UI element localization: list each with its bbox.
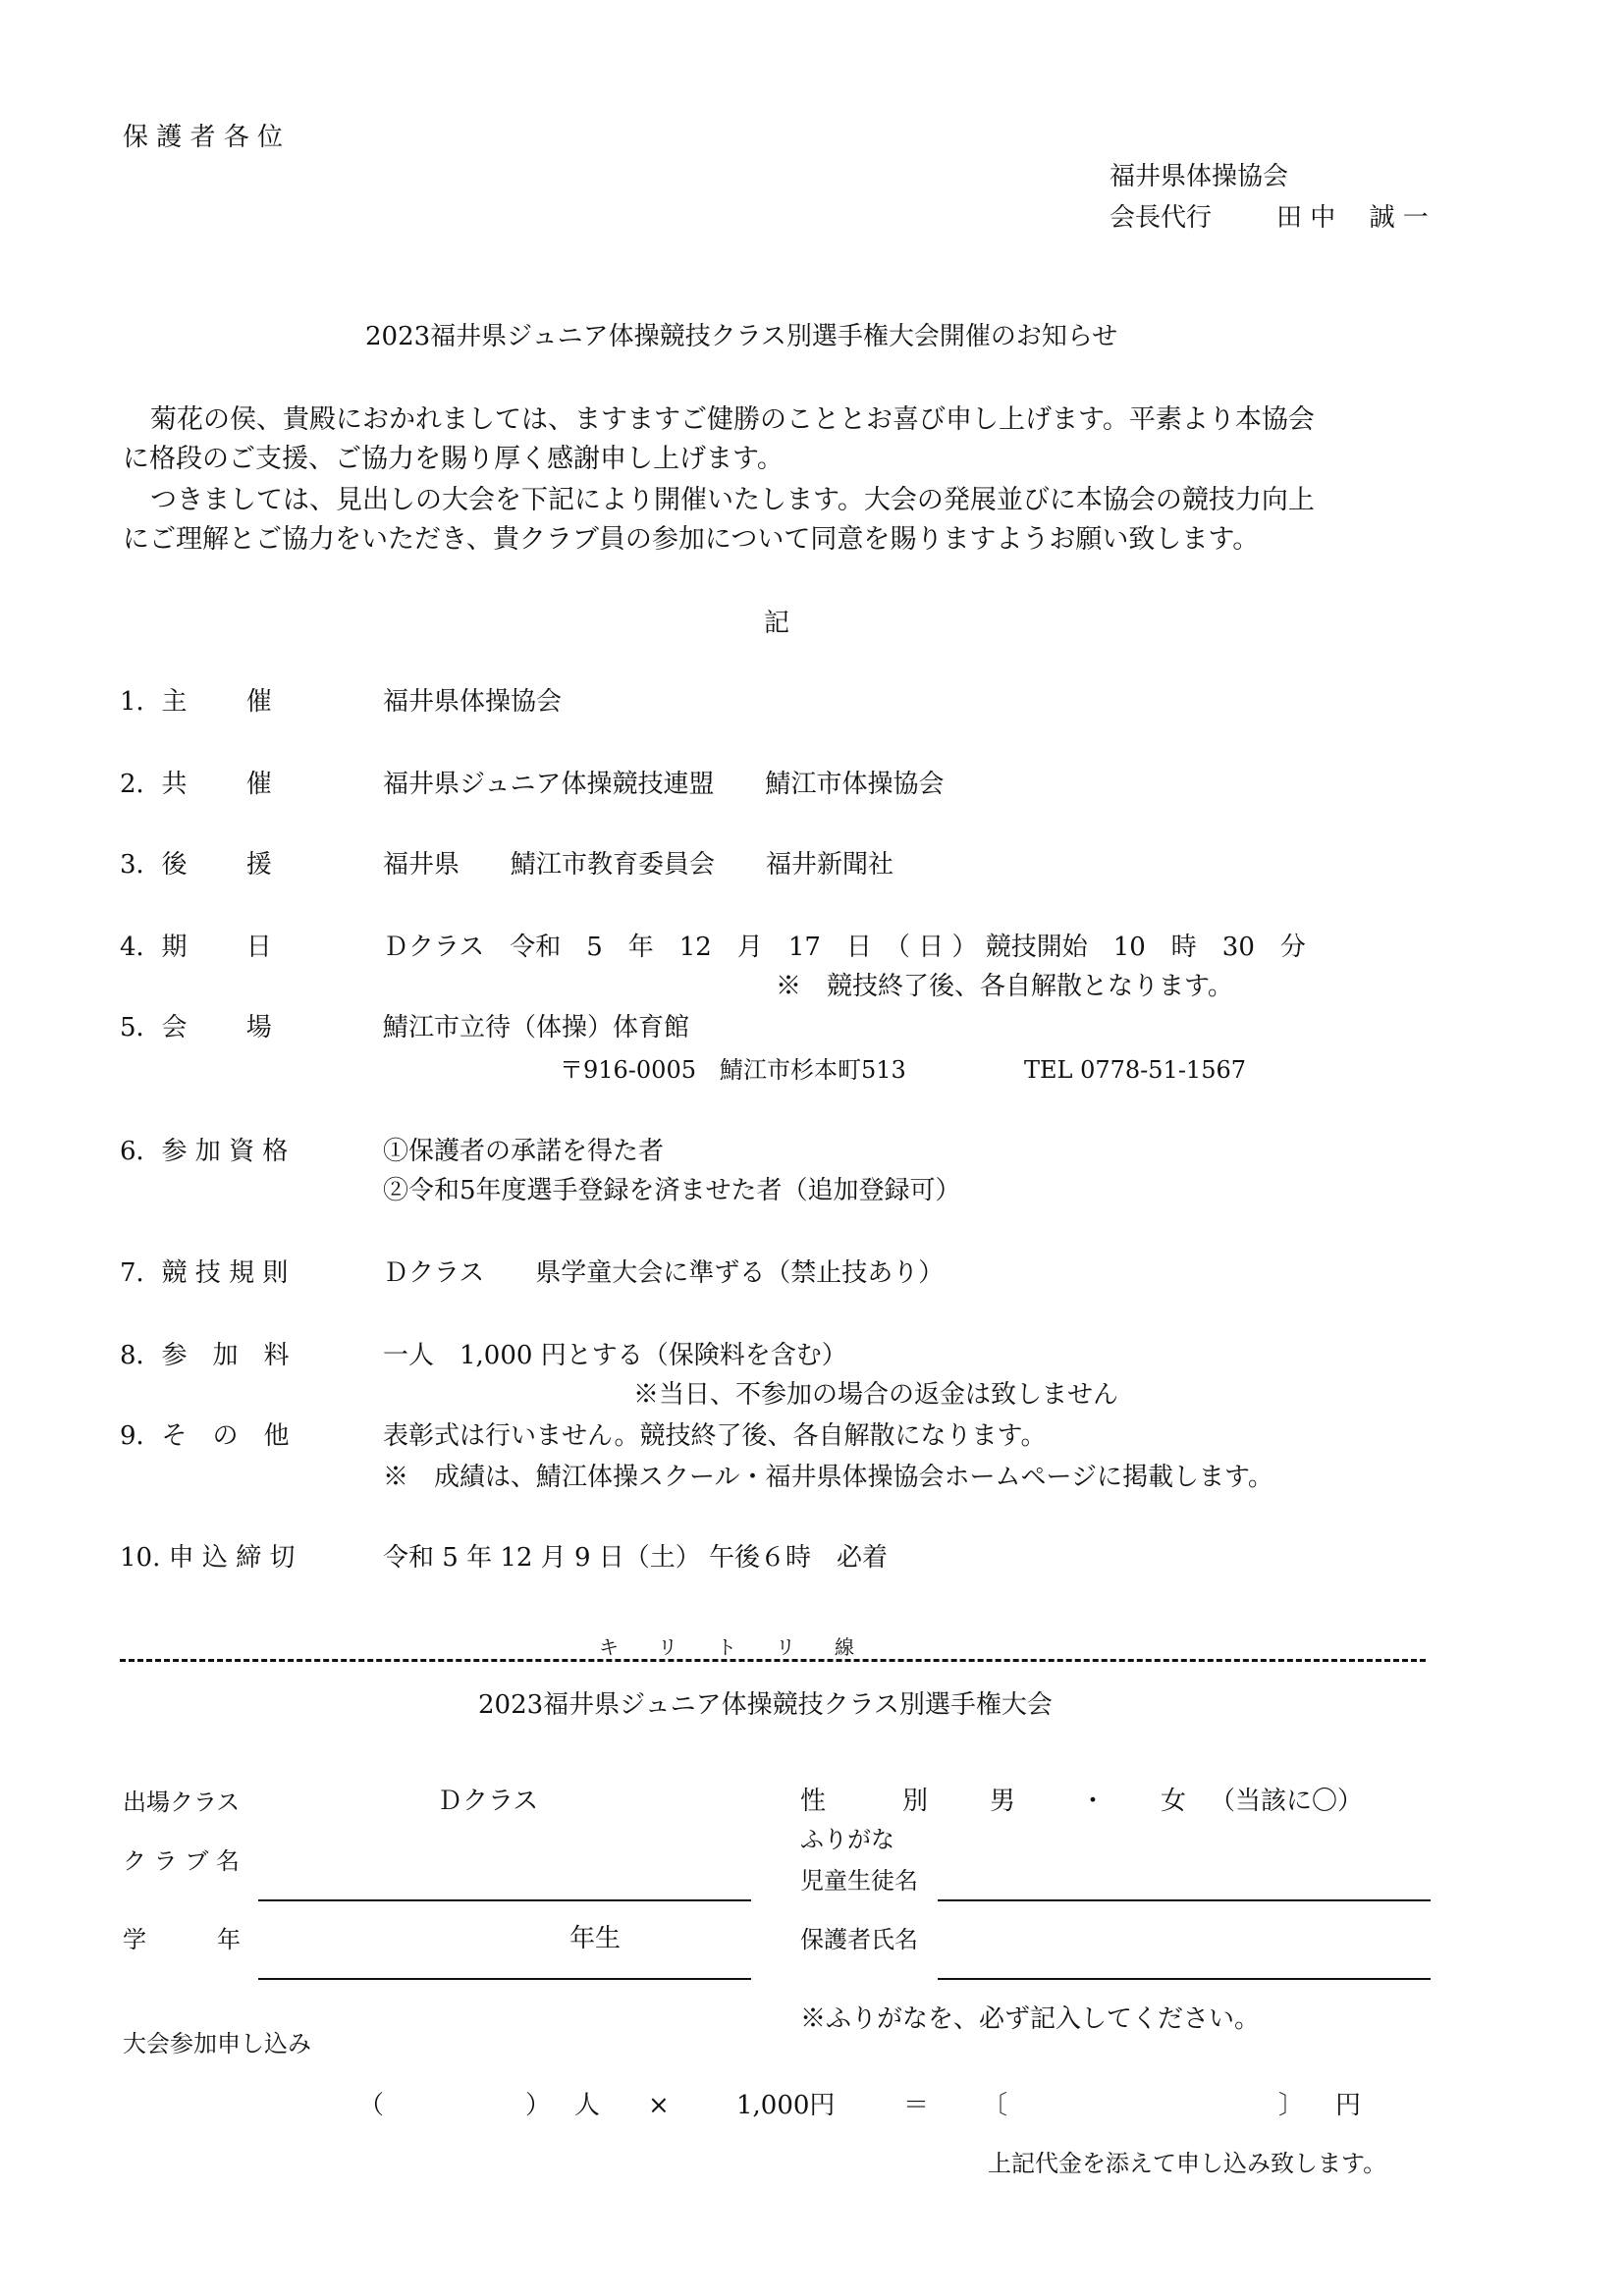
club-field[interactable] [258,1899,751,1901]
bracket-open: 〔 [982,2091,1008,2120]
item10-value: 令和 5 年 12 月 9 日（土） 午後６時 必着 [383,1543,889,1573]
item7-label: 7．競 技 規 則 [120,1258,289,1288]
sex-female[interactable]: 女 [1161,1787,1187,1816]
calc-equals: ＝ [903,2091,930,2120]
item2-label: 2．共 催 [120,770,272,799]
calc-times: × [648,2091,670,2120]
item9-label: 9．そ の 他 [120,1421,290,1451]
item4-label: 4．期 日 [120,933,272,962]
item2-value: 福井県ジュニア体操競技連盟 鯖江市体操協会 [383,770,945,799]
count-field[interactable] [373,2086,520,2121]
rep-title: 会長代行 [1110,203,1213,233]
item6-value1: ①保護者の承諾を得た者 [383,1137,665,1166]
org-name: 福井県体操協会 [1110,162,1289,191]
furigana-label: ふりがな [800,1826,894,1853]
calc-fee: 1,000円 [736,2091,836,2120]
item3-label: 3．後 援 [120,850,272,880]
bracket-close: 〕 [1278,2091,1305,2120]
cut-line-label: キ リ ト リ 線 [589,1635,864,1659]
rep-name: 田 中 誠 一 [1276,203,1429,233]
sex-dot: ・ [1080,1787,1107,1816]
item1-label: 1．主 催 [120,687,272,717]
item6-value2: ②令和5年度選手登録を済ませた者（追加登録可） [383,1176,961,1205]
student-field[interactable] [938,1899,1431,1901]
item5-tel: TEL 0778-51-1567 [1024,1056,1247,1084]
item9-value2: ※ 成績は、鯖江体操スクール・福井県体操協会ホームページに掲載します。 [383,1463,1273,1492]
class-label: 出場クラス [123,1789,241,1816]
ki-marker: 記 [764,609,790,638]
class-value: Ｄクラス [437,1787,539,1816]
para1-line2: に格段のご支援、ご協力を賜り厚く感謝申し上げます。 [123,444,784,474]
item5-value: 鯖江市立待（体操）体育館 [383,1013,690,1042]
guardian-field[interactable] [938,1978,1431,1980]
student-label: 児童生徒名 [800,1867,918,1895]
grade-field[interactable] [258,1978,751,1980]
item9-value1: 表彰式は行いません。競技終了後、各自解散になります。 [383,1421,1047,1451]
item3-value: 福井県 鯖江市教育委員会 福井新聞社 [383,850,894,880]
notice-title: 2023福井県ジュニア体操競技クラス別選手権大会開催のお知らせ [365,322,1118,351]
item8-value: 一人 1,000 円とする（保険料を含む） [383,1341,847,1370]
guardian-label: 保護者氏名 [800,1926,918,1953]
sex-label: 性 別 [800,1787,929,1816]
item8-label: 8．参 加 料 [120,1341,290,1370]
calc-open: （ [358,2091,385,2120]
cut-line [120,1659,1426,1662]
item5-label: 5．会 場 [120,1013,272,1042]
item4-note: ※ 競技終了後、各自解散となります。 [776,972,1233,1001]
item1-value: 福井県体操協会 [383,687,563,717]
addressee: 保 護 者 各 位 [123,123,284,152]
para2-line2: にご理解とご協力をいただき、貴クラブ員の参加について同意を賜りますようお願い致します。 [123,524,1260,555]
form-title: 2023福井県ジュニア体操競技クラス別選手権大会 [478,1690,1053,1720]
calc-person: 人 [574,2091,601,2120]
item6-label: 6．参 加 資 格 [120,1137,289,1166]
furigana-note: ※ふりがなを、必ず記入してください。 [800,2004,1261,2034]
item4-value: Ｄクラス 令和 5 年 12 月 17 日 （ 日 ） 競技開始 10 時 30 分 [383,933,1306,962]
item7-value: Ｄクラス 県学童大会に準ずる（禁止技あり） [383,1258,945,1288]
sex-note: （当該に〇） [1210,1787,1364,1816]
yen-label: 円 [1335,2091,1362,2120]
calc-close: ） [525,2091,552,2120]
item8-note: ※当日、不参加の場合の返金は致しません [633,1380,1119,1410]
grade-suffix: 年生 [569,1924,622,1953]
apply-label: 大会参加申し込み [123,2030,311,2057]
total-field[interactable] [1011,2086,1267,2121]
para2-line1: つきましては、見出しの大会を下記により開催いたします。大会の発展並びに本協会の競技力向上 [150,485,1315,515]
para1-line1: 菊花の侯、貴殿におかれましては、ますますご健勝のこととお喜び申し上げます。平素より本協会 [150,404,1315,435]
club-label: ク ラ ブ 名 [123,1847,240,1875]
item10-label: 10. 申 込 締 切 [120,1543,296,1573]
closing-text: 上記代金を添えて申し込み致します。 [988,2150,1387,2177]
sex-male[interactable]: 男 [990,1787,1016,1816]
item5-address: 〒916-0005 鯖江市杉本町513 [560,1056,906,1084]
grade-label: 学 年 [123,1926,241,1953]
